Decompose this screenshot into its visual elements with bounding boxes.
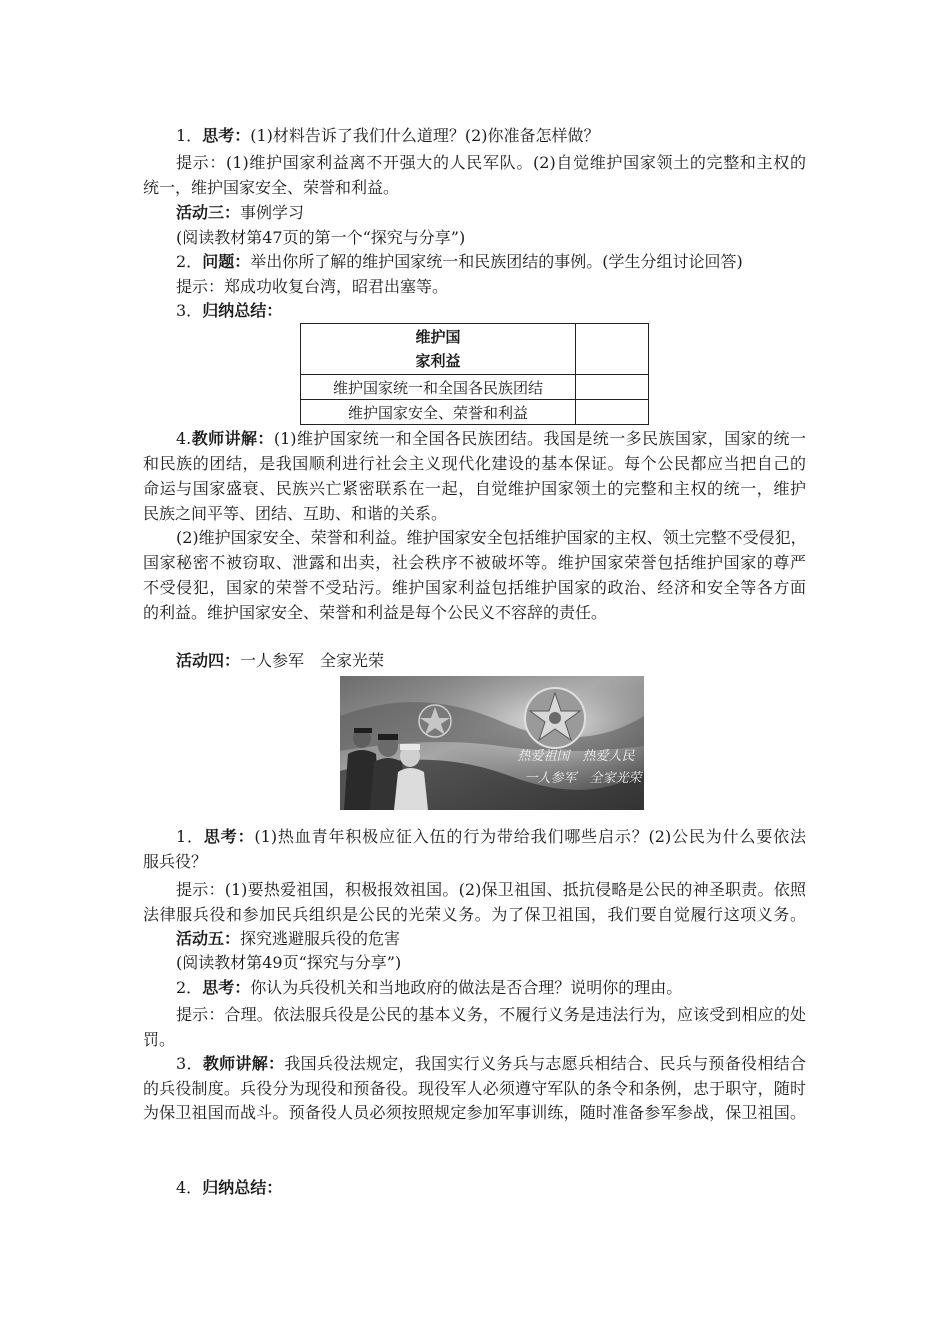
hint-2: 提示：郑成功收复台湾，昭君出塞等。 — [176, 277, 449, 296]
activity-label: 活动三： — [176, 203, 241, 222]
table-empty-cell — [576, 324, 649, 375]
question-number: 4． — [176, 1178, 203, 1197]
activity-label: 活动五： — [176, 929, 241, 948]
question-number: 2． — [176, 252, 203, 271]
army-emblem-icon — [525, 688, 585, 748]
activity-5-hint-line2: 罚。 — [143, 1030, 176, 1049]
table-header-line1: 维护国 — [415, 328, 461, 346]
activity-4-hint-line1: 提示：(1)要热爱祖国，积极报效祖国。(2)保卫祖国、抵抗侵略是公民的神圣职责。依照 — [176, 880, 806, 899]
activity-5-question-2 — [176, 977, 682, 999]
activity-5-reading: (阅读教材第49页“探究与分享”) — [176, 953, 402, 972]
question-text: 你认为兵役机关和当地政府的做法是否合理？说明你的理由。 — [250, 978, 683, 997]
question-label: 教师讲解： — [202, 1054, 285, 1073]
question-number: 3． — [176, 301, 203, 320]
question-number: 1． — [176, 827, 204, 846]
question-label: 思考： — [203, 827, 255, 846]
activity-5-question-4 — [176, 1177, 282, 1199]
question-text: (1)材料告诉了我们什么道理？(2)你准备怎样做？ — [250, 126, 600, 145]
activity-5-explanation-line2: 的兵役制度。兵役分为现役和预备役。现役军人必须遵守军队的条令和条例，忠于职守，随时 — [143, 1079, 806, 1098]
question-label: 思考： — [202, 978, 251, 997]
activity-5-explanation-line3: 为保卫祖国而战斗。预备役人员必须按照规定参加军事训练，随时准备参军参战，保卫祖国。 — [143, 1103, 806, 1122]
activity-4-heading — [176, 650, 384, 672]
summary-table — [300, 323, 649, 425]
activity-title: 探究逃避服兵役的危害 — [240, 929, 401, 948]
activity-5-heading — [176, 928, 400, 950]
table-row — [301, 400, 649, 425]
activity-5-explanation-line1 — [176, 1053, 806, 1075]
question-text: (1)热血青年积极应征入伍的行为带给我们哪些启示？(2)公民为什么要依法 — [254, 827, 806, 846]
question-2 — [176, 251, 743, 273]
hint-1-line1: 提示：(1)维护国家利益离不开强大的人民军队。(2)自觉维护国家领土的完整和主权的 — [176, 153, 806, 172]
question-label: 问题： — [202, 252, 251, 271]
question-number: 2． — [176, 978, 203, 997]
recruitment-poster-image — [340, 676, 644, 810]
poster-caption-2: 一人参军 全家光荣 — [524, 771, 642, 786]
question-text: 举出你所了解的维护国家统一和民族团结的事例。(学生分组讨论回答) — [250, 252, 743, 271]
question-number: 3． — [176, 1054, 203, 1073]
poster-caption-1: 热爱祖国 热爱人民 — [517, 749, 635, 764]
explanation-p1-line3: 命运与国家盛衰、民族兴亡紧密联系在一起，自觉维护国家领土的完整和主权的统一，维护 — [143, 479, 806, 498]
explanation-p2-line4: 的利益。维护国家安全、荣誉和利益是每个公民义不容辞的责任。 — [143, 603, 608, 622]
explanation-p1-line2: 和民族的团结，是我国顺利进行社会主义现代化建设的基本保证。每个公民都应当把自己的 — [143, 454, 806, 473]
small-star-icon — [419, 705, 451, 737]
activity-title: 一人参军 全家光荣 — [240, 651, 385, 670]
question-label: 思考： — [202, 126, 251, 145]
activity-5-hint-line1: 提示：合理。依法服兵役是公民的基本义务，不履行义务是违法行为，应该受到相应的处 — [176, 1005, 806, 1024]
table-empty-cell — [576, 400, 649, 425]
table-row — [301, 375, 649, 400]
explanation-p1-line4: 民族之间平等、团结、互助、和谐的关系。 — [143, 504, 448, 523]
table-cell: 维护国家统一和全国各民族团结 — [301, 375, 576, 400]
question-label: 教师讲解： — [191, 429, 274, 448]
table-row — [301, 324, 649, 375]
table-header-line2: 家利益 — [415, 352, 461, 370]
explanation-p2-line3: 不受侵犯，国家的荣誉不受玷污。维护国家利益包括维护国家的政治、经济和安全等各方面 — [143, 578, 806, 597]
table-empty-cell — [576, 375, 649, 400]
activity-4-question-1-line2: 服兵役？ — [143, 852, 208, 871]
activity-4-question-1-line1 — [176, 826, 806, 848]
question-number: 1． — [176, 126, 203, 145]
explanation-p2-line2: 国家秘密不被窃取、泄露和出卖，社会秩序不被破坏等。维护国家荣誉包括维护国家的尊严 — [143, 553, 806, 572]
explanation-p2-line1: (2)维护国家安全、荣誉和利益。维护国家安全包括维护国家的主权、领土完整不受侵犯， — [176, 528, 807, 547]
question-label: 归纳总结： — [202, 1178, 283, 1197]
explanation-text: 我国兵役法规定，我国实行义务兵与志愿兵相结合、民兵与预备役相结合 — [284, 1054, 806, 1073]
question-3 — [176, 300, 282, 322]
activity-title: 事例学习 — [240, 203, 305, 222]
explanation-text: (1)维护国家统一和全国各民族团结。我国是统一多民族国家，国家的统一 — [273, 429, 806, 448]
activity-label: 活动四： — [176, 651, 241, 670]
table-header-cell — [301, 324, 576, 375]
question-label: 归纳总结： — [202, 301, 283, 320]
activity-3-heading — [176, 202, 304, 224]
explanation-p1-line1 — [176, 428, 806, 450]
activity-3-reading: (阅读教材第47页的第一个“探究与分享”) — [176, 228, 466, 247]
question-number: 4. — [176, 429, 192, 448]
activity-4-hint-line2: 法律服兵役和参加民兵组织是公民的光荣义务。为了保卫祖国，我们要自觉履行这项义务。 — [143, 905, 806, 924]
hint-1-line2: 统一，维护国家安全、荣誉和利益。 — [143, 178, 400, 197]
question-1 — [176, 125, 600, 147]
table-cell: 维护国家安全、荣誉和利益 — [301, 400, 576, 425]
